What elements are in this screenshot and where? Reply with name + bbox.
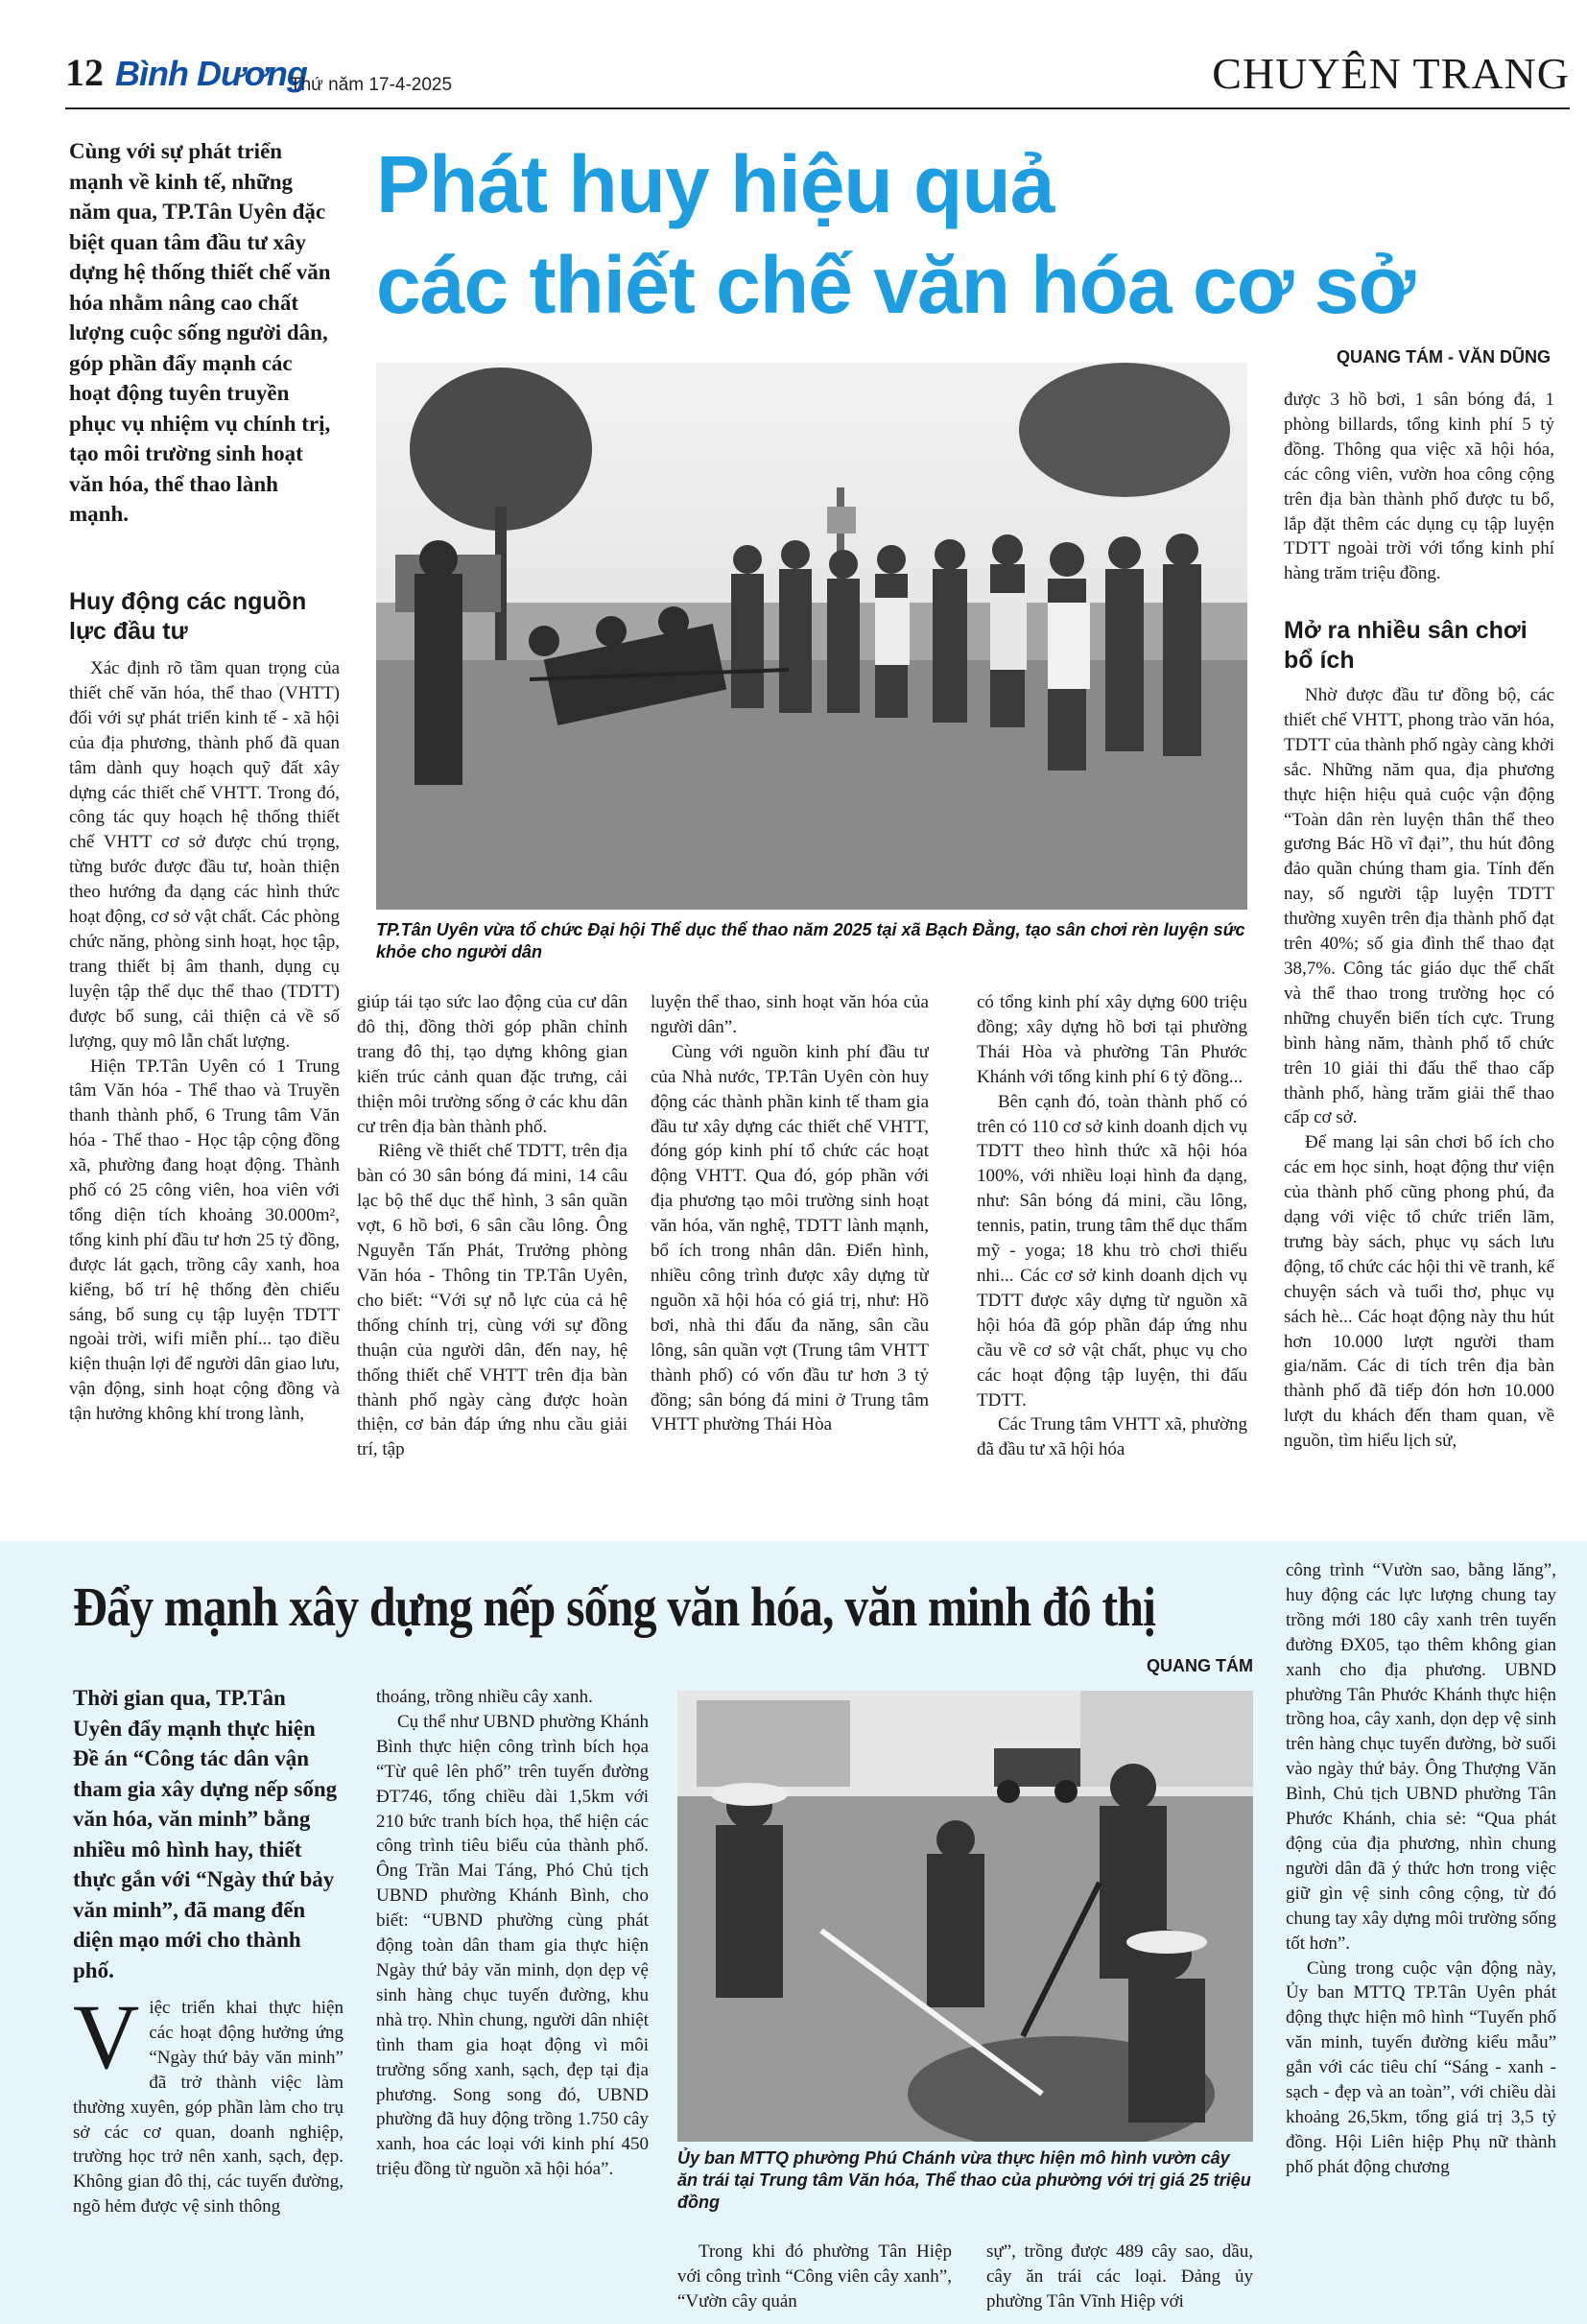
paragraph: có tổng kinh phí xây dựng 600 triệu đồng; xây dựng hồ bơi tại phường Thái Hòa và phường Tân Phước Khánh với tổng kinh phí 6 tỷ đồng... xyxy=(977,992,1247,1087)
paragraph: Cụ thể như UBND phường Khánh Bình thực hiện công trình bích họa “Từ quê lên phố” trên tuyến đường ĐT746, tổng chiều dài 1,5km với 210 bức tranh bích họa, thể hiện các công trình tiêu biểu của thành phố. Ông Trần Mai Táng, Phó Chủ tịch UBND phường Khánh Bình, cho biết: “UBND phường cùng phát động toàn dân tham gia thực hiện Ngày thứ bảy văn minh, dọn dẹp vệ sinh hàng chục tuyến đường, khu nhà trọ. Nhìn chung, người dân nhiệt tình tham gia hoạt động vì môi trường sống xanh, sạch, đẹp tại địa phương. Song song đó, UBND phường đã huy động trồng 1.750 cây xanh, hoa các loại với kinh phí 450 triệu đồng từ nguồn xã hội hóa”. xyxy=(376,1711,649,2180)
article1-byline: QUANG TÁM - VĂN DŨNG xyxy=(1337,347,1551,367)
article2-photo-caption: Ủy ban MTTQ phường Phú Chánh vừa thực hiện mô hình vườn cây ăn trái tại Trung tâm Văn hóa, Thể thao của phường với trị giá 25 triệu đồng xyxy=(677,2148,1251,2212)
article1-title-line2: các thiết chế văn hóa cơ sở xyxy=(376,240,1415,330)
paragraph: Các Trung tâm VHTT xã, phường đã đầu tư xã hội hóa xyxy=(977,1414,1247,1460)
article1-column-4 xyxy=(977,990,1247,1508)
paragraph: thoáng, trồng nhiều cây xanh. xyxy=(376,1687,593,1707)
article1-title-line1: Phát huy hiệu quả xyxy=(376,139,1054,229)
paragraph: Cùng với nguồn kinh phí đầu tư của Nhà nước, TP.Tân Uyên còn huy động các thành phần kinh tế tham gia đầu tư xây dựng các thiết chế VHTT, đóng góp kinh phí tổ chức các hoạt động VHTT. Qua đó, góp phần với địa phương tạo môi trường sinh hoạt văn hóa, văn nghệ, TDTT lành mạnh, bổ ích trong nhân dân. Điển hình, nhiều công trình được xây dựng từ nguồn xã hội hóa có giá trị, như: Hồ bơi, nhà thi đấu đa năng, sân cầu lông, sân quần vợt (Trung tâm VHTT thành phố) có vốn đầu tư hơn 3 tỷ đồng; sân bóng đá mini ở Trung tâm VHTT phường Thái Hòa xyxy=(651,1041,929,1435)
article2-title: Đẩy mạnh xây dựng nếp sống văn hóa, văn minh đô thị xyxy=(73,1576,1156,1638)
paragraph: sự”, trồng được 489 cây sao, dầu, cây ăn trái các loại. Đảng ủy phường Tân Vĩnh Hiệp với xyxy=(986,2241,1253,2312)
paragraph: Nhờ được đầu tư đồng bộ, các thiết chế VHTT, phong trào văn hóa, TDTT của thành phố ngày càng khởi sắc. Những năm qua, địa phương thực hiện hiệu quả cuộc vận động “Toàn dân rèn luyện thân thể theo gương Bác Hồ vĩ đại”, thu hút đông đảo quần chúng tham gia. Tính đến nay, số người tập luyện TDTT thường xuyên trên địa thành phố đạt trên 40%; số gia đình thể thao đạt 38,7%. Công tác giáo dục thể chất và thể thao trong trường học có những chuyển biến tích cực. Trung bình hàng năm, thành phố tổ chức trên 10 giải thi đấu thể thao cấp thành phố, hàng trăm giải thể thao cấp cơ sở. xyxy=(1284,685,1554,1128)
article1-column-5b xyxy=(1284,683,1554,1508)
article1-column-3 xyxy=(651,990,929,1508)
article1-column-2 xyxy=(357,990,628,1508)
article2-column-5 xyxy=(1286,1558,1556,2314)
article2-byline: QUANG TÁM xyxy=(1147,1656,1253,1675)
paragraph: Bên cạnh đó, toàn thành phố có trên có 110 cơ sở kinh doanh dịch vụ TDTT theo hình thức xã hội hóa 100%, với nhiều loại hình đa dạng, như: Sân bóng đá mini, cầu lông, tennis, patin, trung tâm thể dục thẩm mỹ - yoga; 18 khu trò chơi thiếu nhi... Các cơ sở kinh doanh dịch vụ TDTT được xây dựng từ nguồn xã hội hóa đã góp phần đáp ứng nhu cầu về cơ sở vật chất, phục vụ cho các hoạt động tập luyện, thi đấu TDTT. xyxy=(977,1091,1247,1411)
article2-lead: Thời gian qua, TP.Tân Uyên đẩy mạnh thực hiện Đề án “Công tác dân vận tham gia xây dựng nếp sống văn hóa, văn minh” bằng nhiều mô hình hay, thiết thực gắn với “Ngày thứ bảy văn minh”, đã mang đến diện mạo mới cho thành phố. xyxy=(73,1686,338,1982)
article1-subhead-1: Huy động các nguồn lực đầu tư xyxy=(69,588,307,645)
article2-column-1 xyxy=(73,1996,343,2312)
paragraph: công trình “Vườn sao, bằng lăng”, huy động các lực lượng chung tay trồng mới 180 cây xanh trên tuyến đường ĐX05, tạo thêm không gian xanh cho địa phương. UBND phường Tân Phước Khánh thực hiện trồng hoa, cây xanh, dọn dẹp vệ sinh trên hàng chục tuyến đường, bờ suối vào ngày thứ bảy. Ông Thượng Văn Bình, Chủ tịch UBND phường Tân Phước Khánh, chia sẻ: “Qua phát động của địa phương, nhìn chung người dân đã ý thức hơn trong việc giữ gìn vệ sinh công cộng, từ đó chung tay xây dựng môi trường sống tốt hơn”. xyxy=(1286,1560,1556,1954)
article1-column-5a xyxy=(1284,388,1554,610)
paragraph: giúp tái tạo sức lao động của cư dân đô thị, đồng thời góp phần chỉnh trang đô thị, tạo dựng không gian kiến trúc cảnh quan đặc trưng, cải thiện môi trường sống ở các khu dân cư trên địa bàn thành phố. xyxy=(357,992,628,1137)
article1-lead: Cùng với sự phát triển mạnh về kinh tế, những năm qua, TP.Tân Uyên đặc biệt quan tâm đầu tư xây dựng hệ thống thiết chế văn hóa nhằm nâng cao chất lượng cuộc sống người dân, góp phần đẩy mạnh các hoạt động tuyên truyền phục vụ nhiệm vụ chính trị, tạo môi trường sinh hoạt văn hóa, thể thao lành mạnh. xyxy=(69,139,331,526)
article2-column-3 xyxy=(677,2240,952,2314)
section-title: CHUYÊN TRANG xyxy=(1212,49,1570,98)
paragraph: iệc triển khai thực hiện các hoạt động hưởng ứng “Ngày thứ bảy văn minh” đã trở thành việc làm thường xuyên, góp phần làm cho trụ sở các cơ quan, doanh nghiệp, trường học trở nên xanh, sạch, đẹp. Không gian đô thị, các tuyến đường, ngõ hẻm được vệ sinh thông xyxy=(73,1998,343,2217)
article1-column-1 xyxy=(69,656,340,1508)
paragraph: Hiện TP.Tân Uyên có 1 Trung tâm Văn hóa - Thể thao và Truyền thanh thành phố, 6 Trung tâm Văn hóa - Thể thao - Học tập cộng đồng xã, phường đang hoạt động. Thành phố có 25 công viên, hoa viên với tổng diện tích khoảng 30.000m², tổng kinh phí đầu tư hơn 25 tỷ đồng, được lát gạch, trồng cây xanh, hoa kiểng, bố trí hệ thống đèn chiếu sáng, bổ sung cụ tập luyện TDTT ngoài trời, wifi miễn phí... tạo điều kiện thuận lợi để người dân giao lưu, vận động, sinh hoạt cộng đồng và tận hưởng không khí trong lành, xyxy=(69,1055,340,1425)
article1-photo-caption: TP.Tân Uyên vừa tổ chức Đại hội Thể dục thể thao năm 2025 tại xã Bạch Đằng, tạo sân chơi rèn luyện sức khỏe cho người dân xyxy=(376,920,1245,961)
paragraph: Riêng về thiết chế TDTT, trên địa bàn có 30 sân bóng đá mini, 14 câu lạc bộ thể dục thể hình, 3 sân quần vợt, 6 hồ bơi, 6 sân cầu lông. Ông Nguyễn Tấn Phát, Trưởng phòng Văn hóa - Thông tin TP.Tân Uyên, cho biết: “Với sự nỗ lực của cả hệ thống chính trị, cùng với sự đồng thuận của người dân, đến nay, hệ thống thiết chế VHTT trên địa bàn thành phố ngày càng được hoàn thiện, cơ bản đáp ứng nhu cầu giải trí, tập xyxy=(357,1141,628,1460)
paragraph: Trong khi đó phường Tân Hiệp với công trình “Công viên cây xanh”, “Vườn cây quản xyxy=(677,2241,952,2312)
article1-title xyxy=(376,134,1575,336)
article2-photo xyxy=(677,1691,1253,2142)
tree-planting-photo xyxy=(677,1691,1253,2142)
article1-subhead-2: Mở ra nhiều sân chơi bổ ích xyxy=(1284,617,1528,674)
newspaper-logo: Bình Dương xyxy=(115,54,307,93)
paragraph: Để mang lại sân chơi bổ ích cho các em học sinh, hoạt động thư viện của thành phố cũng phong phú, đa dạng với việc tổ chức triển lãm, trưng bày sách, phục vụ sách lưu động, tổ chức các hội thi vẽ tranh, kể chuyện sách và tuổi thơ, phục vụ sách hè... Các hoạt động này thu hút hơn 10.000 lượt người tham gia/năm. Các di tích trên địa bàn thành phố đã tiếp đón hơn 10.000 lượt du khách đến tham quan, về nguồn, tìm hiểu lịch sử, xyxy=(1284,1132,1554,1452)
article1-photo xyxy=(376,363,1247,910)
article2-column-4 xyxy=(986,2240,1253,2314)
header-rule xyxy=(65,107,1570,109)
paragraph: được 3 hồ bơi, 1 sân bóng đá, 1 phòng billards, tổng kinh phí 5 tỷ đồng. Thông qua việc xã hội hóa, các công viên, vườn hoa công cộng trên địa bàn thành phố được tu bổ, lắp đặt thêm các dụng cụ tập luyện TDTT ngoài trời với tổng kinh phí hàng trăm triệu đồng. xyxy=(1284,390,1554,584)
page-number: 12 xyxy=(65,51,104,94)
article2-column-2 xyxy=(376,1685,649,2312)
tug-of-war-photo xyxy=(376,363,1247,910)
paragraph: luyện thể thao, sinh hoạt văn hóa của người dân”. xyxy=(651,992,929,1037)
paragraph: Xác định rõ tầm quan trọng của thiết chế văn hóa, thể thao (VHTT) đối với sự phát triển kinh tế - xã hội của địa phương, thành phố đã quan tâm dành quy hoạch quỹ đất xây dựng các thiết chế VHTT. Trong đó, công tác quy hoạch hệ thống thiết chế VHTT cơ sở được chú trọng, từng bước được đầu tư, hoàn thiện theo hướng đa dạng các hình thức hoạt động, cơ sở vật chất. Các phòng chức năng, phòng sinh hoạt, học tập, trang thiết bị âm thanh, dụng cụ luyện tập thể dục thể thao (TDTT) được bổ sung, cải thiện cả về số lượng, quy mô lẫn chất lượng. xyxy=(69,658,340,1052)
drop-cap: V xyxy=(73,1996,140,2088)
issue-date: Thứ năm 17-4-2025 xyxy=(290,75,453,95)
paragraph: Cùng trong cuộc vận động này, Ủy ban MTTQ TP.Tân Uyên phát động thực hiện mô hình “Tuyến phố văn minh, tuyến đường kiểu mẫu” gắn với các tiêu chí “Sáng - xanh - sạch - đẹp và an toàn”, với chiều dài khoảng 26,5km, tổng giá trị 3,5 tỷ đồng. Hội Liên hiệp Phụ nữ thành phố phát động chương xyxy=(1286,1957,1556,2177)
